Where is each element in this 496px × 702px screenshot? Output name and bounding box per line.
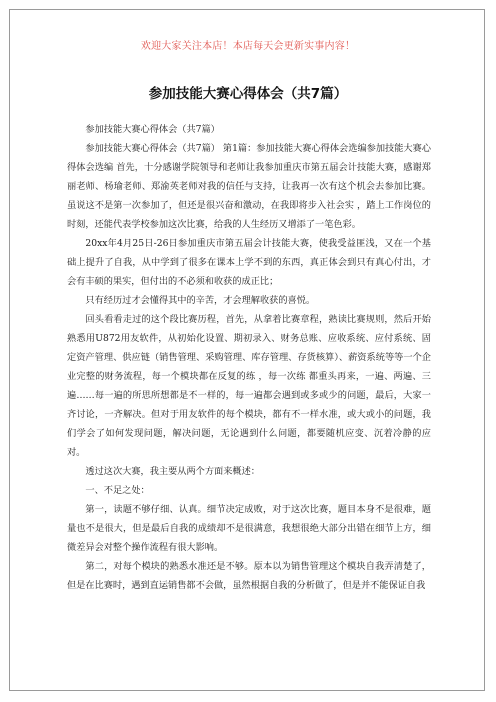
paragraph-review: 回头看看走过的这个段比赛历程，首先，从拿着比赛章程，熟读比赛规则，然后开始熟悉用U872用友软件，从初始化设置、期初录入、财务总账、应收系统、应付系统、固定资产管理、供应链（销售管理、采购管理、库存管理、存货核算）、薪资系统等等一个企业完整的财务流程，每一个模块都在反复的练 ，每一次练 都重头再来，一遍、两遍、三遍……每一遍的所思所想都是不一样的，每一遍都会遇到或多或少的问题，最后，大家一齐讨论，一齐解决。但对于用友软件的每个模块，都有不一样水准，或大或小的问题，我们学会了如何发现问题，解决问题，无论遇到什么问题，都要随机应变、沉着冷静的应对。 xyxy=(67,314,431,458)
paragraph-intro: 参加技能大赛心得体会（共7篇） 第1篇：参加技能大赛心得体会选编参加技能大赛心得体会选编 首先，十分感谢学院领导和老师让我参加重庆市第五届会计技能大赛，感谢郑丽老师、杨瑜老师、郑渝英老师对我的信任与支持，让我再一次有这个机会去参加比赛。虽说这不是第一次参加了，但还是很兴奋和激动，在我即将步入社会实 ，踏上工作岗位的时刻，还能代表学校参加这次比赛，给我的人生经历又增添了一笔色彩。 xyxy=(67,143,431,230)
paragraph-competition-date: 20xx年4月25日-26日参加重庆市第五届会计技能大赛，使我受益匪浅，又在一个基础上提升了自我，从中学到了很多在课本上学不到的东西，真正体会到只有真心付出，才会有丰硕的果实，但付出的不必须和收获的成正比； xyxy=(67,238,431,287)
paragraph-point-one: 第一，读题不够仔细、认真。细节决定成败，对于这次比赛，题目本身不是很难，题量也不是很大，但是最后自我的成绩却不是很满意，我想很绝大部分出错在细节上方，细微差异会对整个操作流程有很大影响。 xyxy=(67,504,431,553)
paragraph-experience: 只有经历过才会懂得其中的辛苦，才会理解收获的喜悦。 xyxy=(85,295,316,306)
document-title: 参加技能大赛心得体会（共7篇） xyxy=(148,86,348,102)
section-heading-shortcomings: 一、不足之处： xyxy=(85,485,150,496)
paragraph-summary-intro: 透过这次大赛，我主要从两个方面来概述： xyxy=(85,466,260,477)
paragraph-point-two: 第二，对每个模块的熟悉水准还是不够。原本以为销售管理这个模块自我弄清楚了，但是在比赛时，遇到直运销售都不会做，虽然根据自我的分析做了，但是并不能保证自我 xyxy=(67,561,431,591)
paragraph-subtitle: 参加技能大赛心得体会（共7篇） xyxy=(85,124,220,135)
document-body xyxy=(67,120,431,595)
promo-banner: 欢迎大家关注本店！本店每天会更新实事内容！ xyxy=(140,41,356,52)
